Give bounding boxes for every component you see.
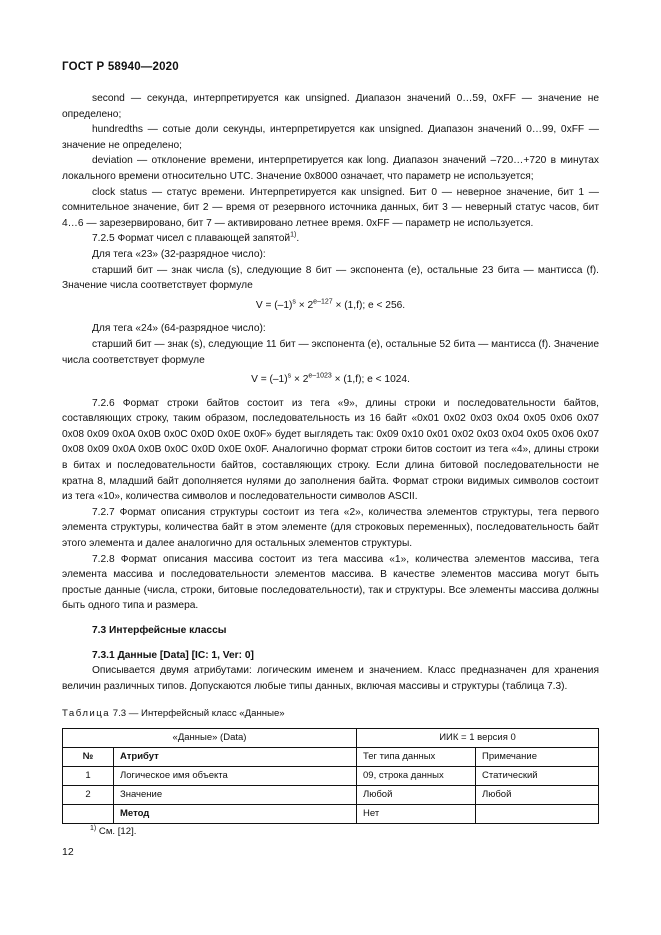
heading-7-3-1: 7.3.1 Данные [Data] [IC: 1, Ver: 0]	[92, 649, 254, 661]
data-class-table	[62, 728, 599, 824]
heading-7-3: 7.3 Интерфейсные классы	[92, 625, 227, 636]
table-caption-text: 7.3 — Интерфейсный класс «Данные»	[110, 708, 285, 720]
section-7-2-6: 7.2.6 Формат строки байтов состоит из тега «9», длины строки и последовательности байтов, составляющих строку, таким образом, последовательность из 16 байт «0x01 0x02 0x03 0x04 0x05 0x06 0x07 0x08 0x09 0x0A 0x0B 0x0C 0x0D 0x0E 0x0F» будет выглядеть так: 0x09 0x10 0x01 0x02 0x03 0x04 0x05 0x06 0x07 0x08 0x09 0x0A 0x0B 0x0C 0x0D 0x0E 0x0F. Аналогично формат строки битов состоит из тега «4», длины строки в битах и последовательности байтов, составляющих строку. Если длина битовой последовательности не кратна 8, младший байт дополняется нулями до заполнения байта. Формат строки видимых символов состоит из тега «10», количества символов и последовательности символов ASCII.	[62, 397, 599, 503]
paragraph-tag24-desc: старший бит — знак (s), следующие 11 бит — экспонента (e), остальные 52 бита — мантисса (f). Значение числа соответствует формуле	[62, 338, 599, 366]
page-number: 12	[62, 846, 74, 858]
table-column-row	[63, 747, 599, 766]
section-7-2-7: 7.2.7 Формат описания структуры состоит из тега «2», количества элементов структуры, тега первого элемента структуры, количества байт в этом элементе (для строковых переменных), последовательность байт этого элемента и далее аналогично для остальных элементов структуры.	[62, 506, 599, 550]
table-row	[63, 766, 599, 785]
method-value: Нет	[357, 804, 476, 823]
paragraph-deviation: deviation — отклонение времени, интерпретируется как long. Диапазон значений –720…+720 в минутах локального времени относительно UTC. Значение 0x8000 означает, что параметр не используется;	[62, 155, 599, 182]
formula-64-exp: e–1023	[308, 372, 332, 380]
paragraph-tag23-desc: старший бит — знак числа (s), следующие 8 бит — экспонента (e), остальные 23 бита — мантисса (f). Значение числа соответствует формуле	[62, 264, 599, 292]
footnote-separator	[62, 823, 158, 824]
formula-32-base: V = (–1)	[255, 299, 293, 311]
paragraph-tag24: Для тега «24» (64-разрядное число):	[92, 323, 266, 335]
document-body	[62, 91, 599, 824]
table-caption	[62, 706, 599, 722]
section-7-2-5: 7.2.5 Формат чисел с плавающей запятой$^{1)}$.	[92, 231, 300, 245]
footnote-ref: 1)	[290, 231, 297, 239]
row-tag: Любой	[357, 785, 476, 804]
formula-32-tail: × (1,f); e < 256.	[332, 299, 406, 311]
col-note: Примечание	[476, 747, 599, 766]
method-label: Метод	[114, 804, 357, 823]
footnote-text: См. [12].	[96, 826, 137, 837]
table-row	[63, 785, 599, 804]
row-note: Любой	[476, 785, 599, 804]
section-7-3-1-text: Описывается двумя атрибутами: логическим именем и значением. Класс предназначен для хранения величин различных типов. Допускаются любые типы данных, включая массивы и структуры (таблица 7.3).	[62, 665, 599, 692]
formula-32-exp: e–127	[313, 298, 333, 306]
formula-32bit	[62, 298, 599, 314]
formula-64-sign-exp: s	[287, 372, 292, 380]
section-7-2-8: 7.2.8 Формат описания массива состоит из тега массива «1», количества элементов массива, тега элемента массива и последовательности элементов массива. В качестве элементов массива могут быть простые данные (числа, строки, битовые последовательности), так и структуры. Все элементы массива должны быть одного типа и размера.	[62, 553, 599, 612]
table-method-row	[63, 804, 599, 823]
formula-64-base: V = (–1)	[251, 374, 288, 386]
row-note: Статический	[476, 766, 599, 785]
row-attribute: Значение	[114, 785, 357, 804]
paragraph-hundredths: hundredths — сотые доли секунды, интерпретируется как unsigned. Диапазон значений 0…99, 0xFF — значение не определено;	[62, 124, 599, 151]
row-tag: 09, строка данных	[357, 766, 476, 785]
table-caption-word: Таблица	[62, 708, 111, 720]
formula-64-mid: × 2	[291, 374, 309, 386]
table-head-class: «Данные» (Data)	[63, 728, 357, 747]
row-num: 2	[63, 785, 114, 804]
table-header-row	[63, 728, 599, 747]
method-num-cell	[63, 804, 114, 823]
standard-header: ГОСТ Р 58940—2020	[62, 61, 179, 73]
formula-32-mid: × 2	[295, 299, 314, 311]
paragraph-second: second — секунда, интерпретируется как unsigned. Диапазон значений 0…59, 0xFF — значение не определено;	[62, 93, 599, 120]
row-num: 1	[63, 766, 114, 785]
table-head-version: ИИК = 1 версия 0	[357, 728, 599, 747]
paragraph-tag23: Для тега «23» (32-разрядное число):	[92, 248, 266, 260]
section-7-2-5-text: 7.2.5 Формат чисел с плавающей запятой	[92, 233, 291, 245]
footnote	[90, 826, 136, 837]
col-attribute: Атрибут	[114, 747, 357, 766]
formula-64bit	[62, 372, 599, 388]
col-tag: Тег типа данных	[357, 747, 476, 766]
footnote-mark: 1)	[90, 824, 97, 832]
paragraph-clock-status: clock status — статус времени. Интерпретируется как unsigned. Бит 0 — неверное значение, бит 1 — сомнительное значение, бит 2 — время от резервного источника данных, бит 3 — неверный статус часов, бит 4…6 — зарезервировано, бит 7 — активировано летнее время. 0xFF — параметр не используется.	[62, 186, 599, 229]
formula-32-sign-exp: s	[292, 298, 296, 306]
row-attribute: Логическое имя объекта	[114, 766, 357, 785]
col-num: №	[63, 747, 114, 766]
formula-64-tail: × (1,f); e < 1024.	[331, 374, 410, 386]
method-note-cell	[476, 804, 599, 823]
